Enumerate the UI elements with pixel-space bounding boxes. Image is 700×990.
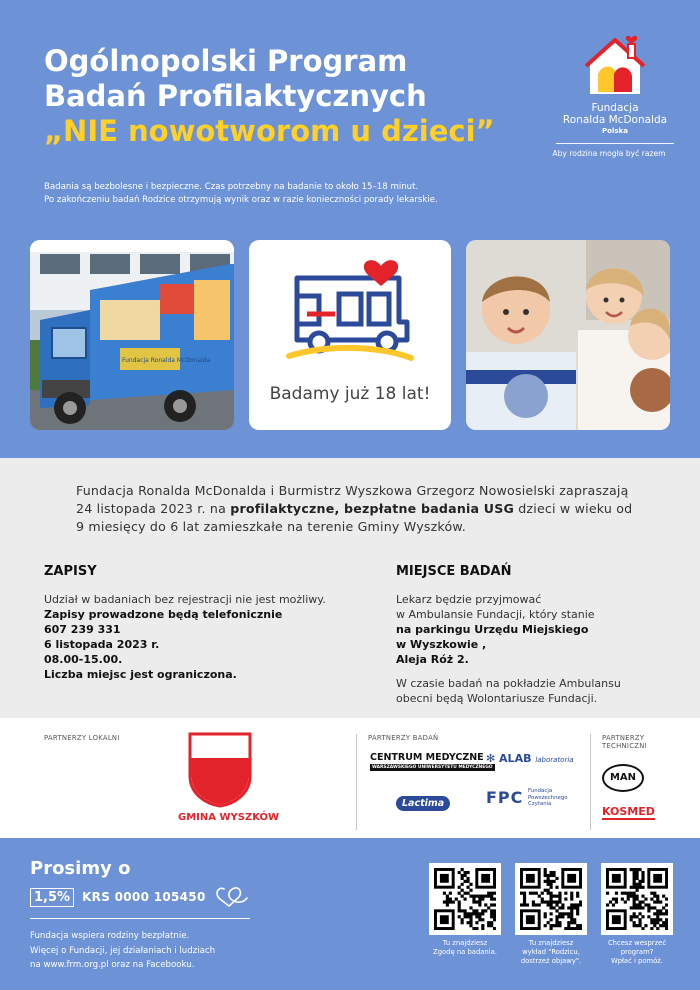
zapisy-limit: Liczba miejsc jest ograniczona. (44, 668, 237, 681)
foundation-logo (552, 34, 670, 194)
gmina-name: GMINA WYSZKÓW (178, 812, 280, 823)
header-section (0, 0, 700, 458)
qr-code-icon (520, 868, 582, 930)
ambulance-heart-icon (249, 240, 451, 380)
partners-divider-2 (590, 734, 591, 830)
tech-partners-label (602, 734, 647, 750)
intro-part-2: dzieci w wieku od 9 miesięcy do 6 lat zamieszkałe na terenie Gminy Wyszków. (76, 501, 633, 534)
logo-country: Polska (602, 127, 628, 135)
alab-sub: laboratoria (535, 756, 574, 764)
intro-text (76, 482, 636, 536)
zapisy-line-1: Udział w badaniach bez rejestracji nie jest możliwy. (44, 593, 326, 606)
footer-desc-line-3: na www.frm.org.pl oraz na Facebooku. (30, 960, 195, 970)
qr1-line-1: Tu znajdziesz (442, 939, 488, 947)
intro-highlight: profilaktyczne, bezpłatne badania USG (230, 501, 515, 516)
footer-section (0, 838, 700, 990)
miejsce-line-1: Lekarz będzie przyjmować (396, 593, 542, 606)
qr-caption-donate (592, 939, 682, 966)
miejsce-place-1: na parkingu Urzędu Miejskiego (396, 623, 589, 636)
footer-desc-line-1: Fundacja wspiera rodziny bezpłatnie. (30, 931, 190, 941)
man-logo: MAN (602, 764, 644, 792)
logo-tagline: Aby rodzina mogła być razem (552, 149, 666, 158)
centrum-logo-sub: WARSZAWSKIEGO UNIWERSYTETU MEDYCZNEGO (372, 765, 493, 770)
subtitle-line-2: Po zakończeniu badań Rodzice otrzymują wynik oraz w razie konieczności porady lekarskie. (44, 194, 438, 205)
qr-code-icon (434, 868, 496, 930)
research-partners-label: PARTNERZY BADAŃ (368, 734, 439, 742)
zapisy-phone: 607 239 331 (44, 623, 121, 636)
logo-name-line-2: Ronalda McDonalda (562, 114, 668, 126)
miejsce-heading: MIEJSCE BADAŃ (396, 564, 512, 579)
qr3-line-3: Wpłać i pomóż. (610, 957, 664, 965)
lactima-logo: Lactima (396, 796, 450, 811)
title-line-2: Badań Profilaktycznych (44, 79, 427, 113)
fpc-logo: FPC (486, 788, 524, 807)
fpc-logo-sub: Fundacja Powszechnego Czytania (528, 788, 568, 807)
percent-box: 1,5% (30, 888, 74, 907)
qr1-line-2: Zgodę na badania. (433, 948, 497, 956)
badamy-caption: Badamy już 18 lat! (269, 384, 431, 404)
zapisy-section (44, 564, 344, 682)
miejsce-place-2: w Wyszkowie , (396, 638, 487, 651)
truck-sign-text: Fundacja Ronalda McDonalda (122, 357, 211, 364)
subtitle-line-1: Badania są bezbolesne i bezpieczne. Czas potrzebny na badanie to około 15–18 minut. (44, 182, 419, 192)
krs-number: KRS 0000 105450 (82, 890, 206, 904)
alab-name: ALAB (499, 752, 532, 765)
qr3-line-2: program? (620, 948, 654, 956)
miejsce-note-2: obecni będą Wolontariusze Fundacji. (396, 692, 598, 705)
qr3-line-1: Chcesz wesprzeć (607, 939, 667, 947)
miejsce-line-2: w Ambulansie Fundacji, który stanie (396, 608, 595, 621)
qr-code-icon (606, 868, 668, 930)
subtitle (44, 181, 484, 206)
footer-desc-line-2: Więcej o Fundacji, jej działaniach i ludziach (30, 945, 216, 956)
house-logo-icon (584, 34, 646, 96)
qr-caption-consent (420, 939, 510, 957)
gmina-coat-of-arms-icon (188, 732, 252, 808)
qr-code-lecture[interactable] (515, 863, 587, 935)
qr-caption-lecture (506, 939, 596, 966)
qr-code-consent[interactable] (429, 863, 501, 935)
children-photo (466, 240, 670, 430)
krs-row (30, 886, 248, 908)
kosmed-logo: KOSMED (602, 805, 655, 818)
badamy-card (249, 240, 451, 430)
footer-divider (30, 918, 250, 919)
zapisy-line-2: Zapisy prowadzone będą telefonicznie (44, 608, 283, 621)
truck-illustration (30, 240, 234, 430)
zapisy-heading: ZAPISY (44, 564, 97, 579)
zapisy-hours: 08.00-15.00. (44, 653, 123, 666)
centrum-logo: CENTRUM MEDYCZNE (370, 752, 484, 763)
tech-label-line-1: PARTNERZY (602, 734, 645, 742)
logo-name-line-1: Fundacja (591, 102, 639, 114)
tech-label-line-2: TECHNICZNI (602, 742, 647, 750)
intro-part-1: Fundacja Ronalda McDonalda i Burmistrz Wyszkowa Grzegorz Nowosielski zapraszają 24 listopada 2023 r. na (76, 483, 629, 516)
footer-description (30, 929, 215, 973)
qr2-line-3: dostrzeż objawy". (520, 957, 582, 965)
logo-divider (556, 143, 674, 144)
truck-photo (30, 240, 234, 430)
miejsce-section (396, 564, 656, 706)
partners-section (0, 718, 700, 838)
title-line-3: „NIE nowotworom u dzieci” (44, 114, 495, 148)
qr2-line-1: Tu znajdziesz (528, 939, 574, 947)
miejsce-note-1: W czasie badań na pokładzie Ambulansu (396, 677, 621, 690)
children-illustration (466, 240, 670, 430)
zapisy-date: 6 listopada 2023 r. (44, 638, 160, 651)
local-partners-label: PARTNERZY LOKALNI (44, 734, 120, 742)
title-line-1: Ogólnopolski Program (44, 44, 408, 78)
miejsce-place-3: Aleja Róż 2. (396, 653, 469, 666)
page-title (44, 44, 524, 149)
qr2-line-2: wykład "Rodzicu, (522, 948, 580, 956)
alab-logo: ✻ ALAB laboratoria (486, 752, 574, 765)
footer-prosimy: Prosimy o (30, 858, 131, 879)
qr-code-donate[interactable] (601, 863, 673, 935)
heart-outline-icon (214, 884, 248, 910)
info-section (0, 458, 700, 718)
partners-divider-1 (356, 734, 357, 830)
